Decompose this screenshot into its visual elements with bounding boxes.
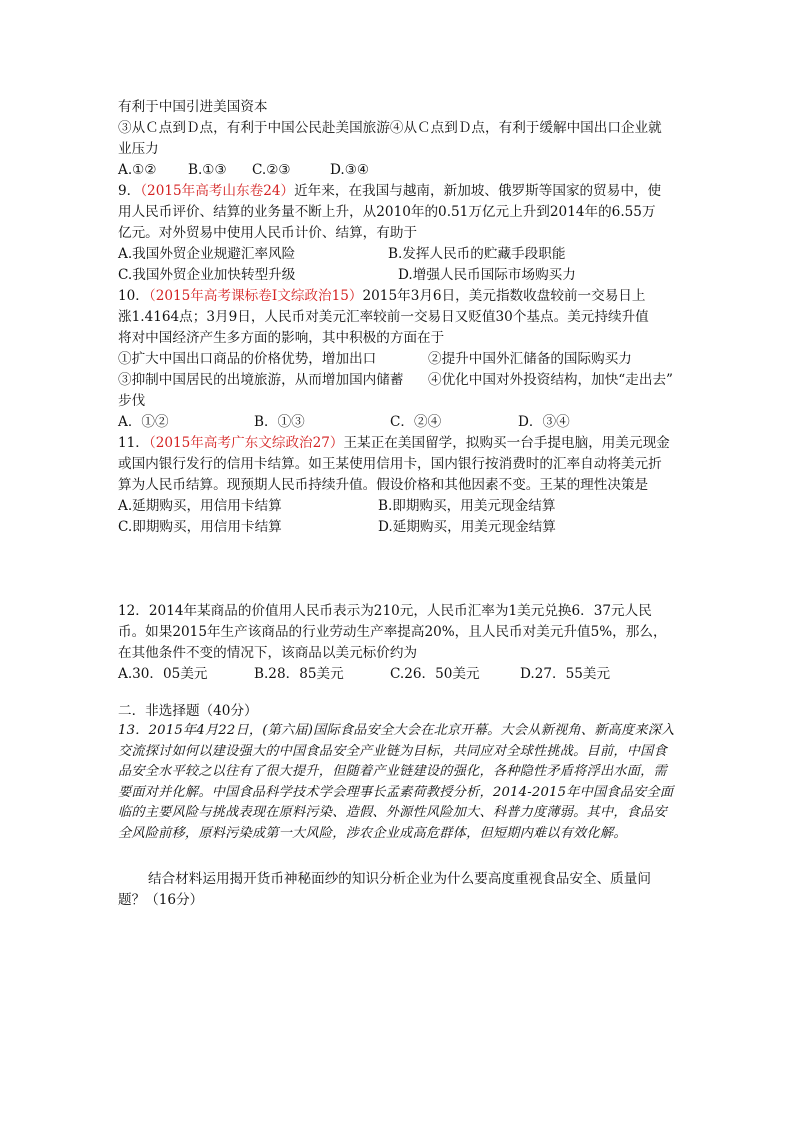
section-2-title: 二．非选择题（40分）: [118, 703, 258, 719]
q10-item-1: ①扩大中国出口商品的价格优势，增加出口: [118, 351, 377, 367]
q11-line-3: 算为人民币结算。现预期人民币持续升值。假设价格和其他因素不变。王某的理性决策是: [118, 477, 649, 493]
q11-option-c: C.即期购买，用信用卡结算: [118, 519, 282, 535]
q9-option-d: D.增强人民币国际市场购买力: [398, 267, 576, 283]
q11-source: （2015年高考广东文综政治27）: [148, 435, 344, 451]
q10-option-b: B．①③: [254, 414, 305, 430]
prev-line-1: 有利于中国引进美国资本: [118, 99, 268, 115]
q11-option-b: B.即期购买，用美元现金结算: [378, 498, 556, 514]
q9-source: （2015年高考山东卷24）: [140, 183, 295, 199]
q11-number: 11．: [118, 435, 149, 451]
q9-line-3: 亿元。对外贸易中使用人民币计价、结算，有助于: [118, 225, 418, 241]
q10-number: 10．: [118, 288, 149, 304]
prev-line-2: ③从Ｃ点到Ｄ点，有利于中国公民赴美国旅游④从Ｃ点到Ｄ点，有利于缓解中国出口企业就: [118, 120, 662, 136]
prev-option-a: A.①②: [118, 162, 157, 178]
q12-line-1: 12．2014年某商品的价值用人民币表示为210元，人民币汇率为1美元兑换6．37元人民: [118, 603, 652, 619]
q11-line-1: [118, 433, 670, 453]
q10-option-c: C．②④: [390, 414, 442, 430]
q10-stem-1: 2015年3月6日，美元指数收盘较前一交易日上: [362, 288, 646, 304]
q10-item-3: ③抑制中国居民的出境旅游，从而增加国内储蓄: [118, 372, 404, 388]
prev-option-d: D.③④: [330, 162, 370, 178]
q9-option-a: A.我国外贸企业规避汇率风险: [118, 246, 296, 262]
q10-item-4: ④优化中国对外投资结构，加快“走出去”: [428, 372, 673, 388]
prev-line-3: 业压力: [118, 141, 159, 157]
q11-option-a: A.延期购买，用信用卡结算: [118, 498, 282, 514]
prev-option-c: C.②③: [252, 162, 291, 178]
q9-stem-1: 近年来，在我国与越南，新加坡、俄罗斯等国家的贸易中，使: [294, 183, 662, 199]
q11-option-d: D.延期购买，用美元现金结算: [378, 519, 556, 535]
q12-option-c: C.26．50美元: [390, 666, 480, 682]
q9-option-c: C.我国外贸企业加快转型升级: [118, 267, 296, 283]
q13-ask-line-1: 结合材料运用揭开货币神秘面纱的知识分析企业为什么要高度重视食品安全、质量问: [148, 871, 651, 887]
q9-number: 9．: [118, 183, 141, 199]
q12-option-b: B.28．85美元: [254, 666, 344, 682]
q10-source: （2015年高考课标卷Ⅰ文综政治15）: [148, 288, 363, 304]
q10-line-2: 涨1.4164点；3月9日，人民币对美元汇率较前一交易日又贬值30个基点。美元持续升值: [118, 309, 649, 325]
q12-option-a: A.30．05美元: [118, 666, 208, 682]
q10-line-3: 将对中国经济产生多方面的影响，其中积极的方面在于: [118, 330, 445, 346]
q10-option-a: A．①②: [118, 414, 169, 430]
q12-line-2: 币。如果2015年生产该商品的行业劳动生产率提高20%，且人民币对美元升值5%，那么，: [118, 624, 667, 640]
q10-option-d: D．③④: [518, 414, 570, 430]
q13-ask-line-2: 题？（16分）: [118, 892, 204, 908]
q12-option-d: D.27．55美元: [520, 666, 611, 682]
q9-option-b: B.发挥人民币的贮藏手段职能: [388, 246, 566, 262]
q13-material: [118, 721, 678, 844]
q9-line-1: [118, 181, 661, 201]
prev-option-b: B.①③: [188, 162, 227, 178]
q9-line-2: 用人民币评价、结算的业务量不断上升，从2010年的0.51万亿元上升到2014年的6.55万: [118, 204, 656, 220]
q11-line-2: 或国内银行发行的信用卡结算。如王某使用信用卡，国内银行按消费时的汇率自动将美元折: [118, 456, 662, 472]
q10-item-2: ②提升中国外汇储备的国际购买力: [428, 351, 632, 367]
q12-line-3: 在其他条件不变的情况下，该商品以美元标价约为: [118, 645, 418, 661]
q13-paragraph: 13．2015年4月22日，(第六届)国际食品安全大会在北京开幕。大会从新视角、新高度来深入交流探讨如何以建设强大的中国食品安全产业链为目标，共同应对全球性挑战。目前，中国食品安全水平较之以往有了很大提升，但随着产业链建设的强化，各种隐性矛盾将浮出水面，需要面对并化解。中国食品科学技术学会理事长孟素荷教授分析，2014-2015年中国食品安全面临的主要风险与挑战表现在原料污染、造假、外源性风险加大、科普力度薄弱。其中，食品安全风险前移，原料污染成第一大风险，涉农企业成高危群体，但短期内难以有效化解。: [118, 723, 675, 841]
q10-item-4-cont: 步伐: [118, 393, 146, 409]
q11-stem-1: 王某正在美国留学，拟购买一台手提电脑，用美元现金: [343, 435, 670, 451]
q10-line-1: [118, 286, 646, 306]
